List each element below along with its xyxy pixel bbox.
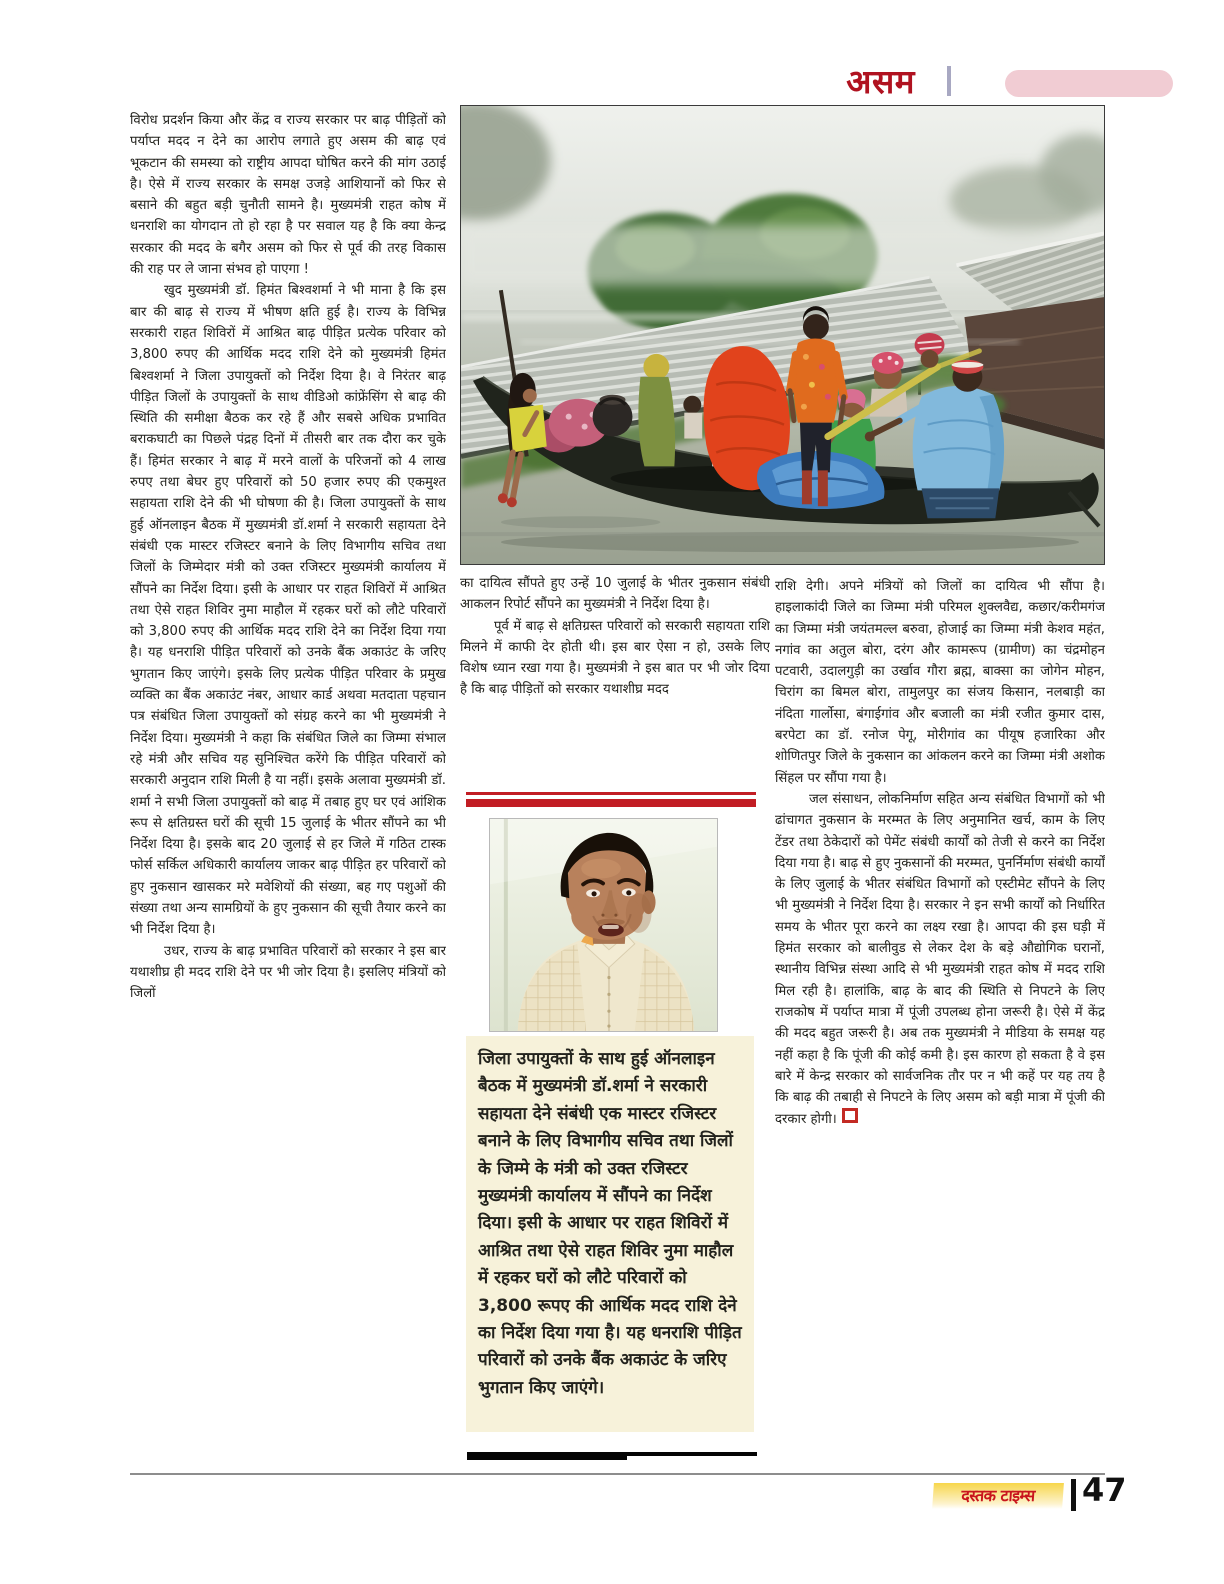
flood-scene-photo bbox=[460, 105, 1105, 565]
article-column-1 bbox=[130, 110, 446, 1458]
chief-minister-portrait-photo bbox=[489, 818, 718, 1032]
magazine-logo: दस्तक टाइम्स bbox=[932, 1483, 1064, 1509]
red-rule-thick bbox=[466, 799, 756, 807]
black-rule bbox=[467, 1452, 627, 1460]
paragraph bbox=[775, 789, 1105, 1131]
article-column-2 bbox=[460, 573, 770, 791]
paragraph: उधर, राज्य के बाढ़ प्रभावित परिवारों को सरकार ने इस बार यथाशीघ्र ही मदद राशि देने पर भी जोर दिया है। इसलिए मंत्रियों को जिलों bbox=[130, 943, 446, 1002]
page-number: 47 bbox=[1082, 1471, 1127, 1509]
header-divider bbox=[947, 66, 951, 96]
paragraph: राशि देगी। अपने मंत्रियों को जिलों का दायित्व भी सौंपा है। हाइलाकांदी जिले का जिम्मा मंत्री परिमल शुक्लवैद्य, कछार/करीमगंज का जिम्मा मंत्री जयंतमल्ल बरुवा, होजाई का जिम्मा मंत्री केशव महंत, नगांव का अतुल बोरा, दरंग और कामरूप (ग्रामीण) का चंद्रमोहन पटवारी, उदालगुड़ी का उर्खाव गौरा ब्रह्म, बाक्सा का जोगेन मोहन, चिरांग का बिमल बोरा, तामुलपुर का संजय किसान, नलबाड़ी का नंदिता गार्लोसा, बंगाईगांव और बजाली का मंत्री रजीत कुमार दास, बरपेटा का डॉ. रनोज पेगू, मोरीगांव का पीयूष हजारिका और शोणितपुर जिले के नुकसान का आंकलन करने का जिम्मा मंत्री अशोक सिंहल पर सौंपा गया है। bbox=[775, 579, 1105, 786]
portrait-illustration bbox=[490, 819, 717, 1031]
header-pill-decoration bbox=[1005, 70, 1173, 97]
paragraph: विरोध प्रदर्शन किया और केंद्र व राज्य सरकार पर बाढ़ पीड़ितों को पर्याप्त मदद न देने का आरोप लगाते हुए असम की बाढ़ एवं भूकटान की समस्या को राष्ट्रीय आपदा घोषित करने की मांग उठाई है। ऐसे में राज्य सरकार के समक्ष उजड़े आशियानों को फिर से बसाने की बहुत बड़ी चुनौती सामने है। मुख्यमंत्री राहत कोष में धनराशि का योगदान तो हो रहा है पर सवाल यह है कि क्या केन्द्र सरकार की मदद के बगैर असम को फिर से पूर्व की तरह विकास की राह पर ले जाना संभव हो पाएगा ! bbox=[130, 113, 446, 278]
footer-rule bbox=[130, 1473, 1105, 1475]
paragraph: खुद मुख्यमंत्री डॉ. हिमंत बिश्वशर्मा ने भी माना है कि इस बार की बाढ़ से राज्य में भीषण क्षति हुई है। राज्य के विभिन्न सरकारी राहत शिविरों में आश्रित बाढ़ पीड़ित प्रत्येक परिवार को 3,800 रुपए की आर्थिक मदद राशि देने को मुख्यमंत्री हिमंत बिश्वशर्मा ने जिला उपायुक्तों को निर्देश दिया है। वे निरंतर बाढ़ पीड़ित जिलों के उपायुक्तों के साथ वीडिओ कांफ्रेंसिंग से बाढ़ की स्थिति की समीक्षा बैठक कर रहे हैं और सबसे अधिक प्रभावित बराकघाटी का पिछले पंद्रह दिनों में तीसरी बार तक दौरा कर चुके हैं। हिमंत सरकार ने बाढ़ में मरने वालों के परिजनों को 4 लाख रुपए तथा बेघर हुए परिवारों को 50 हजार रुपए की एकमुश्त सहायता राशि देने की भी घोषणा की है। जिला उपायुक्तों के साथ हुई ऑनलाइन बैठक में मुख्यमंत्री डॉ.शर्मा ने सरकारी सहायता देने संबंधी एक मास्टर रजिस्टर बनाने के लिए विभागीय सचिव तथा जिलों के जिम्मेदार मंत्री को उक्त रजिस्टर मुख्यमंत्री कार्यालय में सौंपने का निर्देश दिया। इसी के आधार पर राहत शिविरों में आश्रित तथा ऐसे राहत शिविर नुमा माहौल में रहकर घरों को लौटे परिवारों को 3,800 रुपए की आर्थिक मदद राशि देने का निर्देश दिया गया है। यह धनराशि पीड़ित परिवारों को उनके बैंक अकाउंट के जरिए भुगतान किए जाएंगे। इसके लिए प्रत्येक पीड़ित परिवार के प्रमुख व्यक्ति का बैंक अकाउंट नंबर, आधार कार्ड अथवा मतदाता पहचान पत्र संबंधित जिला उपायुक्तों को संग्रह करने का भी मुख्यमंत्री ने निर्देश दिया। मुख्यमंत्री ने कहा कि संबंधित जिले का जिम्मा संभाल रहे मंत्री और सचिव यह सुनिश्चित करेंगे कि पीड़ित परिवारों को सरकारी अनुदान राशि मिली है या नहीं। इसके अलावा मुख्यमंत्री डॉ. शर्मा ने सभी जिला उपायुक्तों को बाढ़ में तबाह हुए घर एवं आंशिक रूप से क्षतिग्रस्त घरों की सूची 15 जुलाई के भीतर सौंपने का भी निर्देश दिया है। इसके बाद 20 जुलाई से हर जिले में गठित टास्क फोर्स सर्किल अधिकारी कार्यालय जाकर बाढ़ पीड़ित हर परिवारों को हुए नुकसान खासकर मरे मवेशियों की संख्या, बह गए पशुओं की संख्या तथा अन्य सामग्रियों के हुए नुकसान की सूची तैयार करने का भी निर्देश दिया है। bbox=[130, 283, 446, 938]
article-column-3 bbox=[775, 576, 1105, 1464]
section-label: असम bbox=[846, 62, 915, 101]
paragraph: का दायित्व सौंपते हुए उन्हें 10 जुलाई के भीतर नुकसान संबंधी आकलन रिपोर्ट सौंपने का मुख्यमंत्री ने निर्देश दिया है। bbox=[460, 576, 770, 613]
black-rule bbox=[627, 1452, 757, 1456]
flood-scene-illustration bbox=[461, 106, 1104, 564]
paragraph: पूर्व में बाढ़ से क्षतिग्रस्त परिवारों को सरकारी सहायता राशि मिलने में काफी देर होती थी। इस बार ऐसा न हो, उसके लिए विशेष ध्यान रखा गया है। मुख्यमंत्री ने इस बात पर भी जोर दिया है कि बाढ़ पीड़ितों को सरकार यथाशीघ्र मदद bbox=[460, 618, 770, 698]
footer-divider bbox=[1071, 1479, 1076, 1511]
pull-quote: जिला उपायुक्तों के साथ हुई ऑनलाइन बैठक में मुख्यमंत्री डॉ.शर्मा ने सरकारी सहायता देने संबंधी एक मास्टर रजिस्टर बनाने के लिए विभागीय सचिव तथा जिलों के जिम्मे के मंत्री को उक्त रजिस्टर मुख्यमंत्री कार्यालय में सौंपने का निर्देश दिया। इसी के आधार पर राहत शिविरों में आश्रित तथा ऐसे राहत शिविर नुमा माहौल में रहकर घरों को लौटे परिवारों को 3,800 रूपए की आर्थिक मदद राशि देने का निर्देश दिया गया है। यह धनराशि पीड़ित परिवारों को उनके बैंक अकाउंट के जरिए भुगतान किए जाएंगे। bbox=[466, 1036, 754, 1432]
paragraph-text: जल संसाधन, लोकनिर्माण सहित अन्य संबंधित विभागों को भी ढांचागत नुकसान के मरम्मत के लिए अनुमानित खर्च, काम के लिए टेंडर तथा ठेकेदारों को पेमेंट संबंधी कार्यों को तेजी से करने का निर्देश दिया गया है। बाढ़ से हुए नुकसानों की मरम्मत, पुनर्निर्माण संबंधी कार्यों के लिए जुलाई के भीतर संबंधित विभागों को एस्टीमेट सौंपने के लिए भी मुख्यमंत्री ने निर्देश दिया है। सरकार ने इन सभी कार्यों को निर्धारित समय के भीतर पूरा करने का लक्ष्य रखा है। आपदा की इस घड़ी में हिमंत सरकार को बालीवुड से लेकर देश के बड़े औद्योगिक घरानों, स्थानीय विभिन्न संस्था आदि से भी मुख्यमंत्री राहत कोष में मदद राशि मिल रही है। हालांकि, बाढ़ के बाद की स्थिति से निपटने के लिए राजकोष में पर्याप्त मात्रा में पूंजी उपलब्ध होना जरूरी है। ऐसे में केंद्र की मदद बहुत जरूरी है। अब तक मुख्यमंत्री ने मीडिया के समक्ष यह नहीं कहा है कि पूंजी की कोई कमी है। इस कारण हो सकता है वे इस बारे में केन्द्र सरकार को सार्वजनिक तौर पर न भी कहें पर यह तय है कि बाढ़ की तबाही से निपटने के लिए असम को बड़ी मात्रा में पूंजी की दरकार होगी। bbox=[775, 791, 1105, 1128]
red-rule-thin bbox=[466, 792, 756, 795]
end-of-article-mark bbox=[842, 1108, 858, 1123]
